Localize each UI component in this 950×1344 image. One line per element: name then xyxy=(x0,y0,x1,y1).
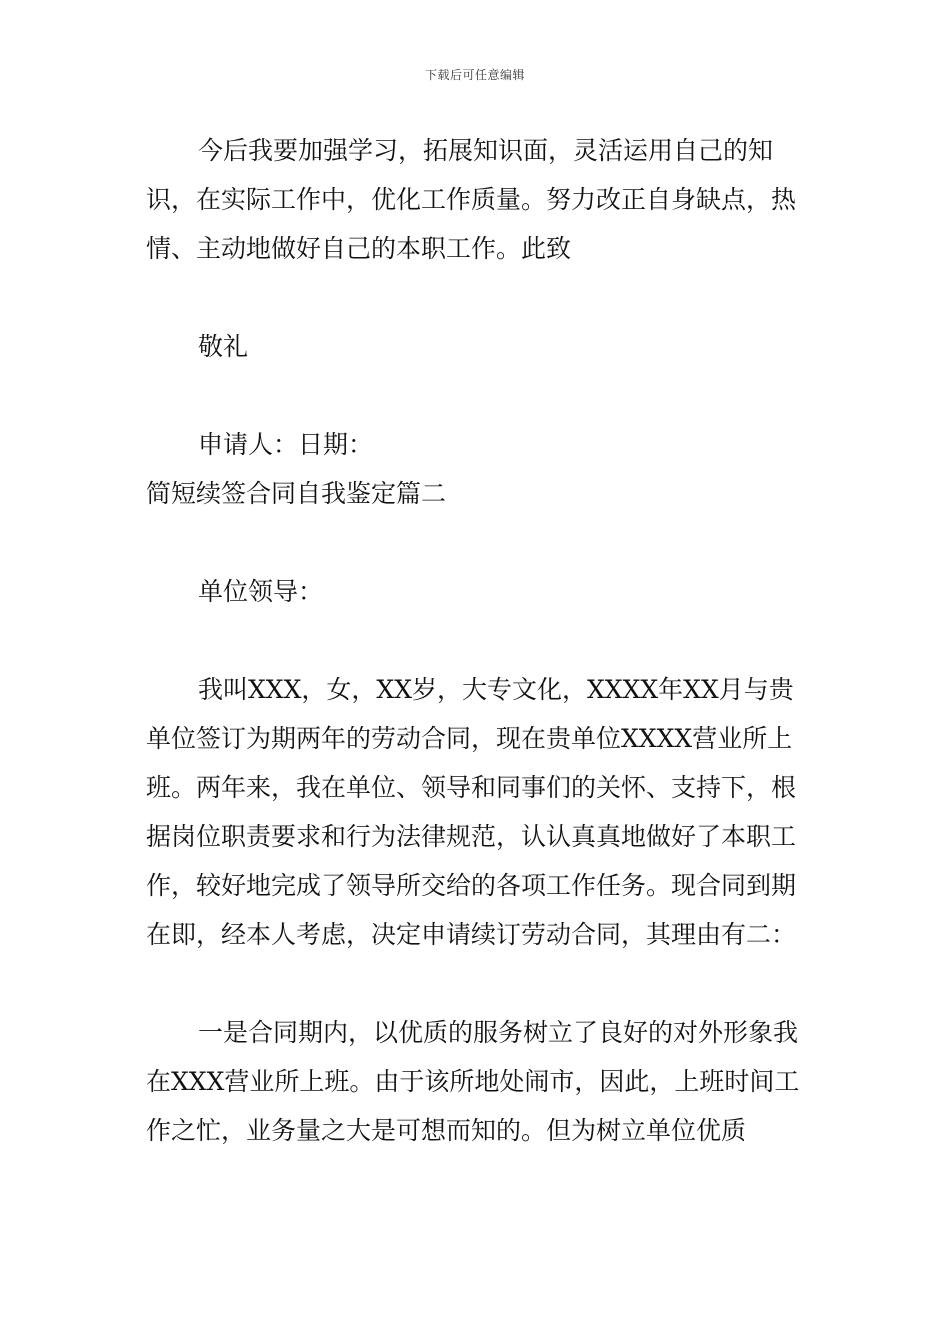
document-body xyxy=(146,126,810,1155)
closing-paragraph: 今后我要加强学习，拓展知识面，灵活运用自己的知识，在实际工作中，优化工作质量。努力改正自身缺点，热情、主动地做好自己的本职工作。此致 xyxy=(146,136,797,263)
section-title: 简短续签合同自我鉴定篇二 xyxy=(146,479,447,508)
reason-one-paragraph: 一是合同期内，以优质的服务树立了良好的对外形象我在XXX营业所上班。由于该所地处闹市，因此，上班时间工作之忙，业务量之大是可想而知的。但为树立单位优质 xyxy=(146,1018,800,1145)
intro-paragraph: 我叫XXX，女，XX岁，大专文化，XXXX年XX月与贵单位签订为期两年的劳动合同，现在贵单位XXXX营业所上班。两年来，我在单位、领导和同事们的关怀、支持下，根据岗位职责要求和行为法律规范，认认真真地做好了本职工作，较好地完成了领导所交给的各项工作任务。现合同到期在即，经本人考虑，决定申请续订劳动合同，其理由有二： xyxy=(146,675,797,949)
addressee-line: 单位领导： xyxy=(198,577,324,606)
applicant-date-line: 申请人：日期： xyxy=(198,430,374,459)
salutation: 敬礼 xyxy=(198,332,249,361)
page-header-note: 下载后可任意编辑 xyxy=(424,68,525,82)
